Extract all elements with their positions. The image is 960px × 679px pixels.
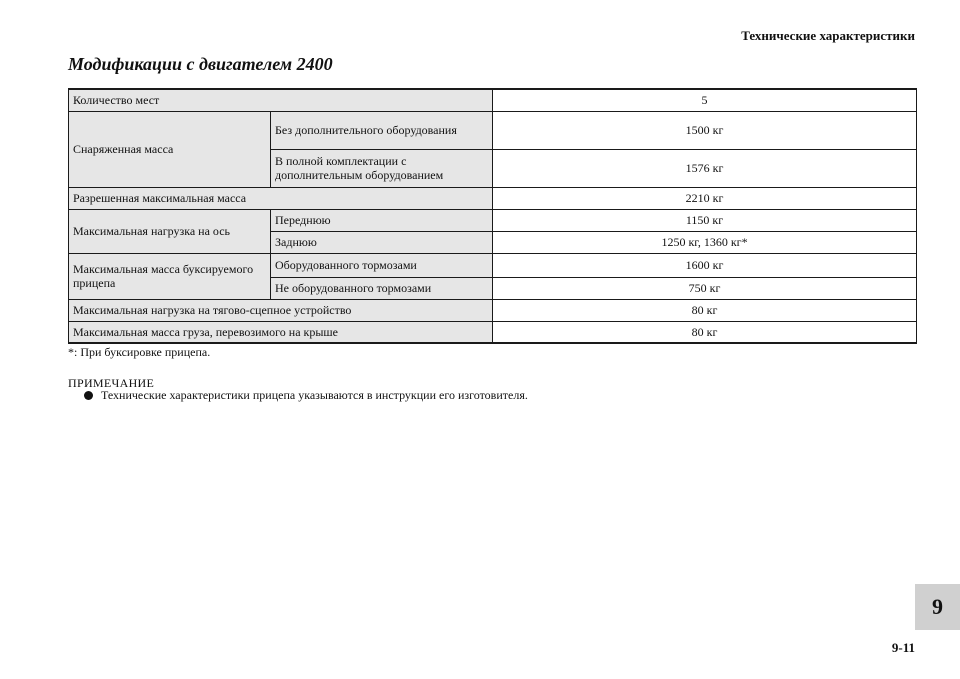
row-sublabel: В полной комплектации с дополнительным оборудованием	[271, 149, 493, 187]
table-row	[69, 89, 917, 111]
row-value: 1250 кг, 1360 кг*	[493, 231, 917, 253]
row-value: 1500 кг	[493, 111, 917, 149]
note-item	[84, 388, 528, 403]
note-item-text: Технические характеристики прицепа указываются в инструкции его изготовителя.	[101, 388, 528, 402]
note-heading: ПРИМЕЧАНИЕ	[68, 376, 155, 390]
row-label-gross-weight: Разрешенная максимальная масса	[69, 187, 493, 209]
row-sublabel: Оборудованного тормозами	[271, 253, 493, 277]
table-row	[69, 299, 917, 321]
row-label-trailer-mass: Максимальная масса буксируемого прицепа	[69, 253, 271, 299]
row-value: 1150 кг	[493, 209, 917, 231]
row-label-roof-load: Максимальная масса груза, перевозимого на крыше	[69, 321, 493, 343]
table-row	[69, 111, 917, 149]
row-sublabel: Заднюю	[271, 231, 493, 253]
row-sublabel: Не оборудованного тормозами	[271, 277, 493, 299]
row-label-axle-load: Максимальная нагрузка на ось	[69, 209, 271, 253]
page-number: 9-11	[891, 640, 915, 655]
row-sublabel: Переднюю	[271, 209, 493, 231]
specifications-table	[68, 88, 917, 344]
row-value: 750 кг	[493, 277, 917, 299]
row-sublabel: Без дополнительного оборудования	[271, 111, 493, 149]
row-label-towbar-load: Максимальная нагрузка на тягово-сцепное устройство	[69, 299, 493, 321]
row-value-seats: 5	[493, 89, 917, 111]
chapter-tab	[915, 584, 960, 630]
table-row	[69, 209, 917, 231]
row-value-towbar-load: 80 кг	[493, 299, 917, 321]
running-header: Технические характеристики	[741, 28, 915, 43]
table-row	[69, 187, 917, 209]
row-label-seats: Количество мест	[69, 89, 493, 111]
chapter-tab-number: 9	[932, 594, 943, 619]
bullet-icon	[84, 391, 93, 400]
row-value: 1600 кг	[493, 253, 917, 277]
table-row	[69, 321, 917, 343]
row-label-curb-weight: Снаряженная масса	[69, 111, 271, 187]
row-value-roof-load: 80 кг	[493, 321, 917, 343]
row-value: 1576 кг	[493, 149, 917, 187]
table-row	[69, 253, 917, 277]
table-footnote: *: При буксировке прицепа.	[68, 345, 211, 359]
row-value-gross-weight: 2210 кг	[493, 187, 917, 209]
section-title: Модификации с двигателем 2400	[68, 54, 333, 74]
